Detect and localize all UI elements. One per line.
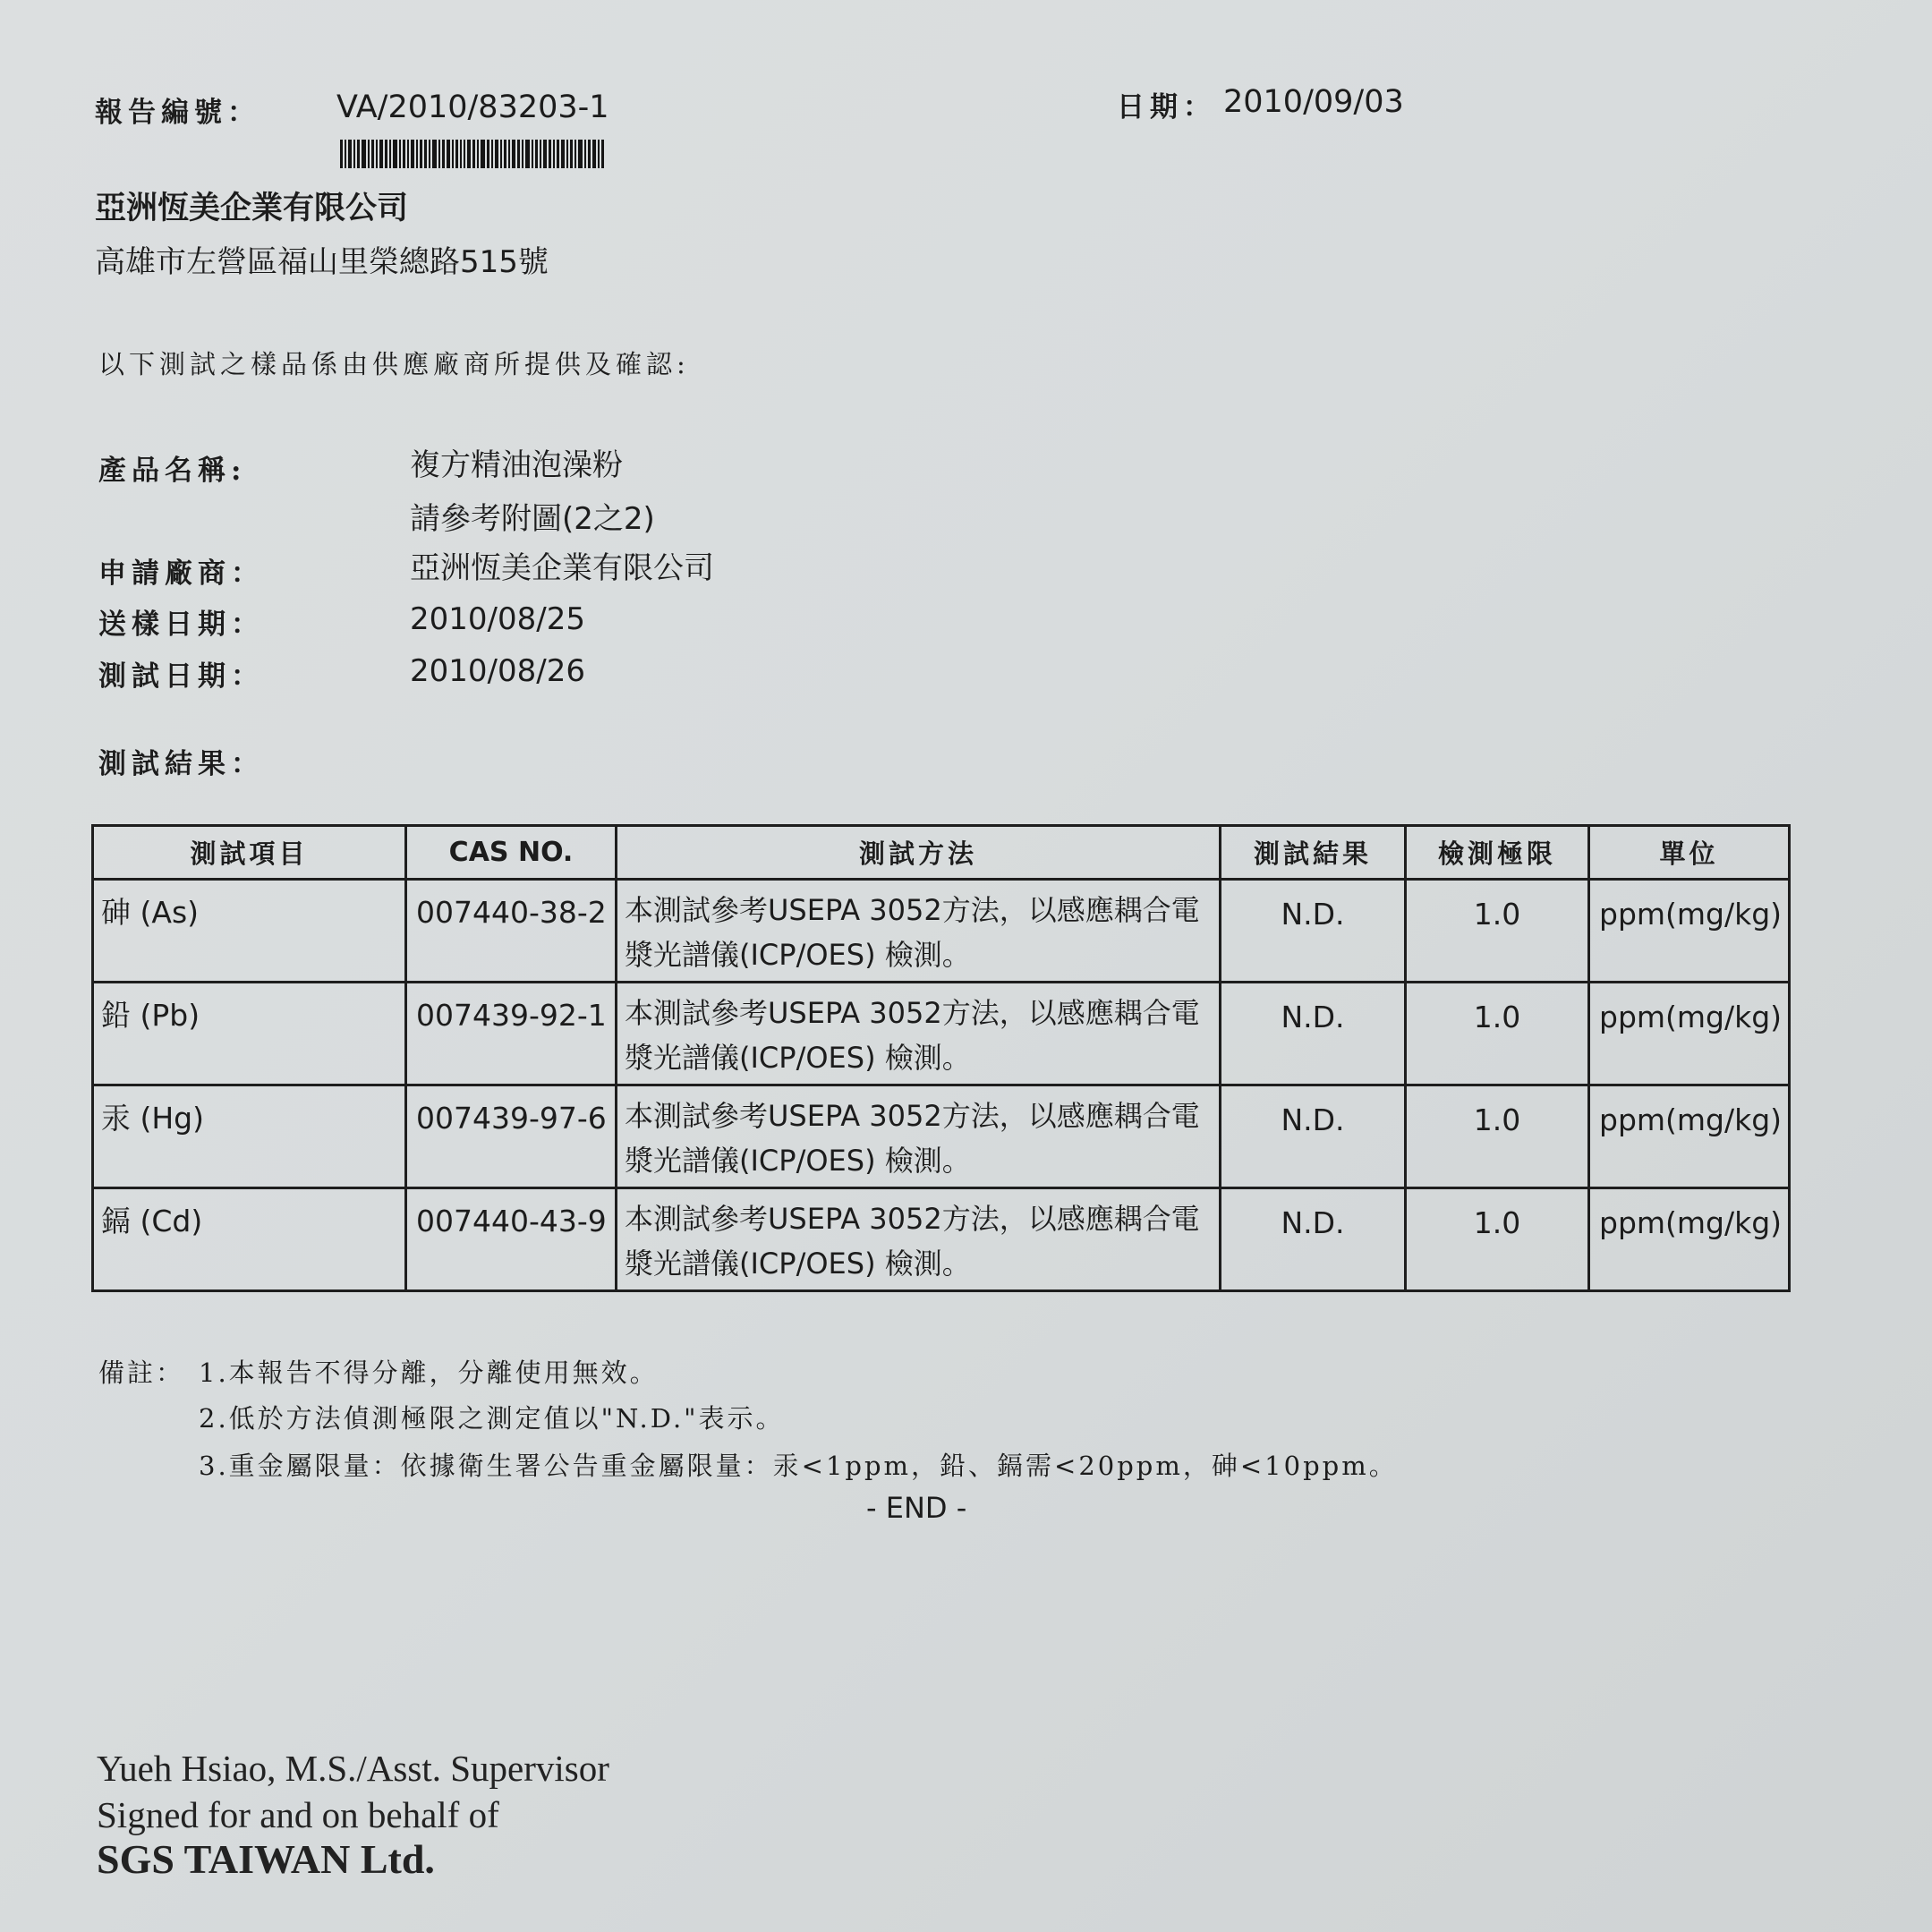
cell-cas-no: 007440-43-9 xyxy=(416,1204,607,1238)
barcode-bar xyxy=(500,140,502,168)
applicant-name: 亞洲恆美企業有限公司 xyxy=(410,550,714,586)
cell-unit: ppm(mg/kg) xyxy=(1599,1205,1783,1240)
barcode-bar xyxy=(424,140,427,168)
note-item: 2.低於方法偵測極限之測定值以"N.D."表示。 xyxy=(199,1403,785,1434)
barcode-bar xyxy=(566,140,568,168)
barcode-bar xyxy=(357,140,360,168)
end-marker: - END - xyxy=(866,1491,967,1525)
signatory-company: SGS TAIWAN Ltd. xyxy=(97,1836,435,1882)
cell-unit: ppm(mg/kg) xyxy=(1599,1000,1783,1034)
cell-detection-limit: 1.0 xyxy=(1473,897,1521,932)
product-name: 複方精油泡澡粉 xyxy=(410,447,623,483)
barcode-bar xyxy=(348,140,352,168)
cell-unit: ppm(mg/kg) xyxy=(1599,1102,1783,1137)
client-address: 高雄市左營區福山里榮總路515號 xyxy=(95,244,549,280)
table-row xyxy=(93,880,1790,983)
barcode-bar xyxy=(379,140,383,168)
notes-label: 備註： xyxy=(98,1358,185,1388)
barcode-bar xyxy=(432,140,437,168)
header-test-method: 測試方法 xyxy=(617,826,1221,880)
cell-test-method: 本測試參考USEPA 3052方法，以感應耦合電漿光譜儀(ICP/OES) 檢測。 xyxy=(625,996,1200,1075)
barcode-bar xyxy=(464,140,465,168)
cell-test-result: N.D. xyxy=(1281,897,1345,932)
barcode-bar xyxy=(592,140,596,168)
barcode-bar xyxy=(549,140,551,168)
barcode-bar xyxy=(385,140,387,168)
cell-test-result: N.D. xyxy=(1281,1102,1345,1137)
barcode-bar xyxy=(495,140,498,168)
barcode-bar xyxy=(376,140,378,168)
barcode-bar xyxy=(393,140,397,168)
cell-test-method: 本測試參考USEPA 3052方法，以感應耦合電漿光譜儀(ICP/OES) 檢測。 xyxy=(625,893,1200,972)
test-date-label: 測試日期： xyxy=(98,660,264,693)
barcode-bar xyxy=(353,140,355,168)
note-item: 1.本報告不得分離，分離使用無效。 xyxy=(199,1358,659,1388)
barcode-bar xyxy=(389,140,391,168)
cell-detection-limit: 1.0 xyxy=(1473,1102,1521,1137)
table-row xyxy=(93,1188,1790,1291)
cell-test-item: 鉛 (Pb) xyxy=(101,998,200,1033)
table-row xyxy=(93,983,1790,1085)
barcode-bar xyxy=(574,140,576,168)
barcode-bar xyxy=(467,140,471,168)
cell-test-method: 本測試參考USEPA 3052方法，以感應耦合電漿光譜儀(ICP/OES) 檢測。 xyxy=(625,1099,1200,1178)
barcode-bar xyxy=(345,140,346,168)
barcode-bar xyxy=(532,140,533,168)
barcode-bar xyxy=(452,140,454,168)
barcode-bar xyxy=(460,140,462,168)
barcode-bar xyxy=(447,140,450,168)
barcode-bar xyxy=(420,140,422,168)
barcode-bar xyxy=(512,140,515,168)
barcode-bar xyxy=(477,140,479,168)
cell-unit: ppm(mg/kg) xyxy=(1599,897,1783,932)
barcode-bar xyxy=(522,140,523,168)
cell-test-item: 鎘 (Cd) xyxy=(101,1204,203,1238)
header-unit: 單位 xyxy=(1589,826,1790,880)
product-name-label: 產品名稱: xyxy=(98,455,247,487)
cell-test-result: N.D. xyxy=(1281,1000,1345,1034)
cell-test-result: N.D. xyxy=(1281,1205,1345,1240)
received-date: 2010/08/25 xyxy=(410,601,585,637)
cell-detection-limit: 1.0 xyxy=(1473,1205,1521,1240)
report-date: 2010/09/03 xyxy=(1223,84,1404,120)
report-number-label: 報告編號： xyxy=(95,97,260,129)
results-label: 測試結果： xyxy=(98,748,264,780)
barcode-bar xyxy=(540,140,541,168)
barcode-bar xyxy=(601,140,604,168)
barcode-bar xyxy=(525,140,530,168)
barcode-bar xyxy=(429,140,430,168)
header-detection-limit: 檢測極限 xyxy=(1406,826,1589,880)
barcode-bar xyxy=(588,140,591,168)
barcode-bar xyxy=(553,140,555,168)
test-date: 2010/08/26 xyxy=(410,653,585,689)
header-cas-no: CAS NO. xyxy=(406,826,617,880)
barcode-bar xyxy=(578,140,583,168)
barcode-bar xyxy=(487,140,489,168)
barcode-bar xyxy=(491,140,493,168)
header-test-result: 測試結果 xyxy=(1221,826,1406,880)
cell-cas-no: 007439-97-6 xyxy=(416,1101,607,1136)
barcode-bar xyxy=(442,140,445,168)
cell-test-item: 汞 (Hg) xyxy=(101,1101,205,1136)
applicant-label: 申請廠商： xyxy=(98,557,264,590)
product-reference-note: 請參考附圖(2之2) xyxy=(410,501,655,537)
date-label: 日期： xyxy=(1117,91,1216,123)
results-table xyxy=(91,824,1791,1292)
barcode-bar xyxy=(455,140,458,168)
barcode-bar xyxy=(481,140,485,168)
barcode-bar xyxy=(371,140,374,168)
barcode-bar xyxy=(407,140,409,168)
note-item: 3.重金屬限量：依據衛生署公告重金屬限量：汞<1ppm，鉛、鎘需<20ppm，砷<10ppm。 xyxy=(199,1451,1398,1481)
received-date-label: 送樣日期： xyxy=(98,609,264,641)
client-name: 亞洲恆美企業有限公司 xyxy=(95,191,409,226)
barcode-bar xyxy=(504,140,506,168)
barcode-bar xyxy=(362,140,366,168)
cell-test-method: 本測試參考USEPA 3052方法，以感應耦合電漿光譜儀(ICP/OES) 檢測。 xyxy=(625,1202,1200,1281)
barcode-bar xyxy=(411,140,414,168)
barcode-graphic xyxy=(340,140,711,168)
barcode-bar xyxy=(416,140,418,168)
barcode-bar xyxy=(403,140,405,168)
signatory-name: Yueh Hsiao, M.S./Asst. Supervisor xyxy=(97,1748,609,1789)
table-row xyxy=(93,1085,1790,1188)
header-test-item: 測試項目 xyxy=(93,826,406,880)
cell-detection-limit: 1.0 xyxy=(1473,1000,1521,1034)
barcode-bar xyxy=(517,140,520,168)
barcode-bar xyxy=(399,140,401,168)
report-number: VA/2010/83203-1 xyxy=(336,89,609,125)
barcode-bar xyxy=(535,140,538,168)
barcode-bar xyxy=(543,140,547,168)
intro-text: 以下測試之樣品係由供應廠商所提供及確認: xyxy=(98,349,690,379)
barcode-bar xyxy=(561,140,565,168)
barcode-bar xyxy=(508,140,510,168)
barcode-bar xyxy=(472,140,475,168)
table-header-row xyxy=(93,826,1790,880)
signed-on-behalf-text: Signed for and on behalf of xyxy=(97,1794,499,1835)
barcode-bar xyxy=(570,140,573,168)
barcode-bar xyxy=(584,140,586,168)
cell-test-item: 砷 (As) xyxy=(101,895,200,930)
cell-cas-no: 007439-92-1 xyxy=(416,998,607,1033)
barcode-bar xyxy=(340,140,343,168)
barcode-bar xyxy=(368,140,370,168)
barcode-bar xyxy=(598,140,600,168)
barcode-bar xyxy=(438,140,440,168)
cell-cas-no: 007440-38-2 xyxy=(416,895,607,930)
barcode-bar xyxy=(557,140,559,168)
